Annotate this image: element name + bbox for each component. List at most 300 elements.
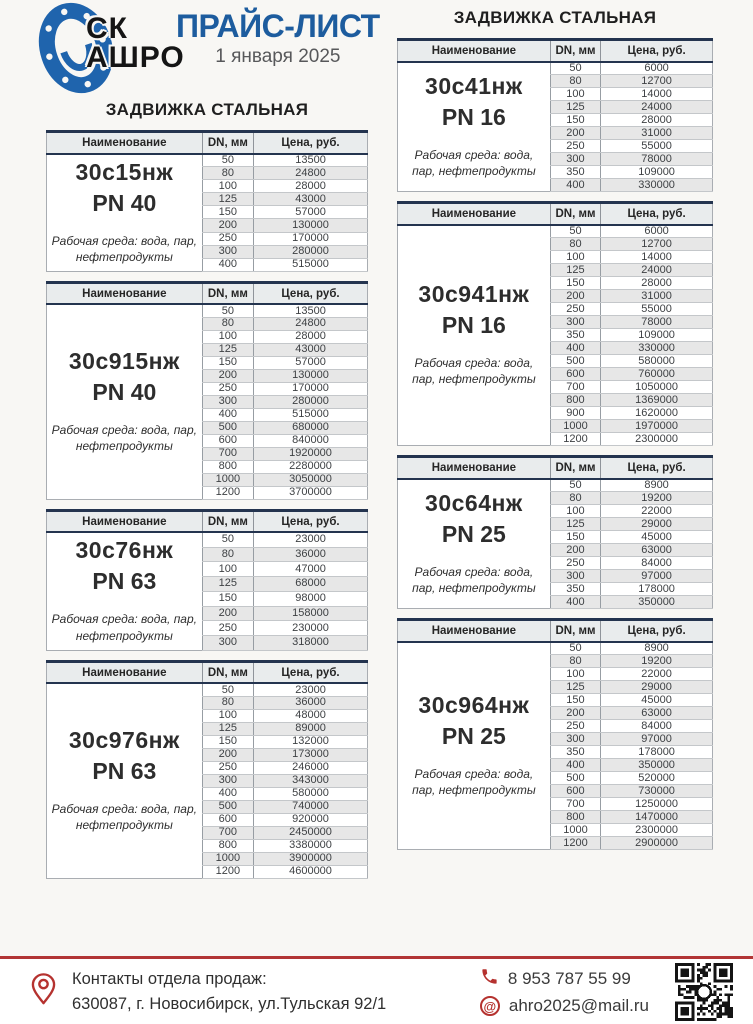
- dn-value: 200: [550, 707, 600, 720]
- at-icon: @: [480, 996, 500, 1016]
- logo-line2: АШРО: [86, 41, 185, 75]
- dn-value: 250: [550, 303, 600, 316]
- product-pn: PN 63: [92, 757, 157, 784]
- price-value: 740000: [254, 800, 368, 813]
- price-value: 170000: [254, 232, 368, 245]
- product-pn: PN 63: [92, 568, 157, 595]
- dn-value: 50: [202, 683, 253, 696]
- dn-value: 100: [550, 88, 600, 101]
- product-media: Рабочая среда: вода, пар, нефтепродукты: [51, 801, 197, 832]
- dn-value: 80: [550, 492, 600, 505]
- price-value: 280000: [254, 395, 368, 408]
- price-table: [46, 281, 368, 500]
- price-value: 98000: [254, 591, 368, 606]
- dn-value: 80: [202, 317, 253, 330]
- product-media: Рабочая среда: вода, пар, нефтепродукты: [51, 612, 197, 643]
- dn-value: 250: [202, 761, 253, 774]
- dn-value: 300: [202, 395, 253, 408]
- dn-value: 700: [202, 447, 253, 460]
- footer-contacts: [0, 956, 753, 1024]
- dn-value: 100: [202, 330, 253, 343]
- price-column-header: Цена, руб.: [601, 40, 713, 62]
- price-value: 63000: [601, 544, 713, 557]
- price-column-header: Цена, руб.: [254, 510, 368, 532]
- product-name: 30с941нж: [418, 281, 530, 308]
- table-header: [47, 510, 368, 532]
- price-value: 29000: [601, 518, 713, 531]
- price-value: 23000: [254, 532, 368, 547]
- title-block: [176, 0, 380, 68]
- dn-value: 125: [550, 101, 600, 114]
- price-value: 45000: [601, 531, 713, 544]
- table-30s941nzh-pn16: [397, 201, 713, 446]
- name-column-header: Наименование: [398, 203, 551, 225]
- table-body: [398, 62, 713, 192]
- dn-value: 600: [550, 785, 600, 798]
- price-value: 178000: [601, 746, 713, 759]
- dn-value: 50: [202, 154, 253, 167]
- table-header-row: [398, 40, 713, 62]
- dn-value: 150: [550, 531, 600, 544]
- dn-value: 400: [202, 258, 253, 271]
- price-value: 84000: [601, 720, 713, 733]
- price-value: 680000: [254, 421, 368, 434]
- dn-value: 150: [202, 591, 253, 606]
- table-header-row: [398, 457, 713, 479]
- table-header: [47, 132, 368, 154]
- price-column-header: Цена, руб.: [254, 282, 368, 304]
- dn-value: 800: [550, 394, 600, 407]
- price-value: 158000: [254, 606, 368, 621]
- dn-column-header: DN, мм: [550, 620, 600, 642]
- dn-value: 250: [202, 382, 253, 395]
- price-row: [398, 225, 713, 238]
- price-value: 580000: [601, 355, 713, 368]
- dn-value: 100: [550, 505, 600, 518]
- name-column-header: Наименование: [47, 132, 203, 154]
- price-value: 28000: [601, 277, 713, 290]
- product-name: 30с76нж: [75, 537, 174, 564]
- price-value: 132000: [254, 735, 368, 748]
- dn-value: 200: [550, 544, 600, 557]
- price-table: [397, 618, 713, 850]
- price-value: 840000: [254, 434, 368, 447]
- price-value: 24000: [601, 101, 713, 114]
- dn-value: 50: [202, 532, 253, 547]
- table-header: [398, 457, 713, 479]
- product-pn: PN 25: [441, 520, 506, 547]
- price-value: 45000: [601, 694, 713, 707]
- price-value: 2900000: [601, 837, 713, 850]
- price-value: 19200: [601, 655, 713, 668]
- dn-value: 800: [550, 811, 600, 824]
- dn-value: 400: [550, 596, 600, 609]
- dn-value: 800: [202, 839, 253, 852]
- product-info: [47, 532, 203, 650]
- document-header: [24, 0, 380, 94]
- price-value: 1250000: [601, 798, 713, 811]
- logo-text: [86, 14, 185, 73]
- location-pin-icon: [30, 972, 57, 1011]
- dn-value: 300: [202, 636, 253, 651]
- price-value: 520000: [601, 772, 713, 785]
- price-value: 8900: [601, 479, 713, 492]
- price-value: 24000: [601, 264, 713, 277]
- name-column-header: Наименование: [47, 282, 203, 304]
- price-value: 29000: [601, 681, 713, 694]
- price-value: 68000: [254, 577, 368, 592]
- email-address: ahro2025@mail.ru: [508, 996, 649, 1015]
- qr-code: [675, 963, 733, 1021]
- price-column-header: Цена, руб.: [254, 661, 368, 683]
- price-value: 48000: [254, 709, 368, 722]
- price-value: 1920000: [254, 447, 368, 460]
- table-header: [47, 661, 368, 683]
- dn-value: 125: [202, 343, 253, 356]
- price-row: [47, 154, 368, 167]
- dn-value: 50: [550, 225, 600, 238]
- dn-value: 200: [202, 369, 253, 382]
- contacts-address: 630087, г. Новосибирск, ул.Тульская 92/1: [72, 994, 387, 1013]
- dn-value: 1000: [202, 852, 253, 865]
- price-row: [398, 479, 713, 492]
- product-media: Рабочая среда: вода, пар, нефтепродукты: [412, 564, 536, 595]
- price-value: 89000: [254, 722, 368, 735]
- dn-value: 300: [550, 316, 600, 329]
- product-info: [398, 62, 551, 192]
- price-value: 78000: [601, 316, 713, 329]
- price-value: 3050000: [254, 473, 368, 486]
- product-info: [47, 154, 203, 272]
- dn-value: 100: [202, 562, 253, 577]
- table-header-row: [47, 132, 368, 154]
- product-name: 30с915нж: [68, 347, 180, 374]
- price-table: [46, 130, 368, 272]
- price-value: 14000: [601, 251, 713, 264]
- dn-value: 400: [550, 179, 600, 192]
- dn-value: 200: [550, 127, 600, 140]
- table-header: [398, 620, 713, 642]
- left-column: [46, 0, 380, 888]
- product-media: Рабочая среда: вода, пар, нефтепродукты: [412, 356, 536, 387]
- left-section-heading: ЗАДВИЖКА СТАЛЬНАЯ: [105, 100, 309, 119]
- price-value: 3900000: [254, 852, 368, 865]
- dn-value: 1000: [550, 824, 600, 837]
- price-value: 580000: [254, 787, 368, 800]
- page-title: ПРАЙС-ЛИСТ: [176, 8, 380, 44]
- price-value: 22000: [601, 668, 713, 681]
- price-value: 36000: [254, 696, 368, 709]
- table-body: [398, 642, 713, 850]
- price-value: 2280000: [254, 460, 368, 473]
- price-value: 246000: [254, 761, 368, 774]
- table-body: [47, 532, 368, 650]
- product-media: Рабочая среда: вода, пар, нефтепродукты: [412, 147, 536, 178]
- price-row: [398, 642, 713, 655]
- price-value: 318000: [254, 636, 368, 651]
- table-header-row: [47, 282, 368, 304]
- table-30s964nzh-pn25: [397, 618, 713, 850]
- price-value: 920000: [254, 813, 368, 826]
- dn-value: 1200: [550, 433, 600, 446]
- price-value: 515000: [254, 408, 368, 421]
- dn-value: 350: [550, 583, 600, 596]
- dn-value: 250: [202, 621, 253, 636]
- dn-value: 80: [202, 167, 253, 180]
- dn-value: 80: [550, 75, 600, 88]
- price-row: [47, 532, 368, 547]
- price-value: 6000: [601, 62, 713, 75]
- price-value: 14000: [601, 88, 713, 101]
- dn-value: 300: [202, 245, 253, 258]
- dn-value: 50: [550, 642, 600, 655]
- dn-column-header: DN, мм: [550, 40, 600, 62]
- price-value: 47000: [254, 562, 368, 577]
- price-table: [397, 38, 713, 192]
- price-value: 78000: [601, 153, 713, 166]
- price-value: 330000: [601, 179, 713, 192]
- dn-value: 150: [550, 277, 600, 290]
- product-name: 30с964нж: [418, 691, 530, 718]
- price-value: 8900: [601, 642, 713, 655]
- price-value: 97000: [601, 733, 713, 746]
- product-media: Рабочая среда: вода, пар, нефтепродукты: [412, 766, 536, 797]
- name-column-header: Наименование: [398, 620, 551, 642]
- dn-value: 500: [550, 355, 600, 368]
- dn-value: 700: [550, 381, 600, 394]
- dn-value: 300: [550, 153, 600, 166]
- dn-value: 200: [202, 748, 253, 761]
- price-value: 730000: [601, 785, 713, 798]
- price-value: 23000: [254, 683, 368, 696]
- dn-value: 1000: [550, 420, 600, 433]
- price-value: 24800: [254, 317, 368, 330]
- price-value: 760000: [601, 368, 713, 381]
- price-value: 4600000: [254, 865, 368, 878]
- dn-column-header: DN, мм: [202, 510, 253, 532]
- table-30s15nzh-pn40: [46, 130, 368, 272]
- product-info: [398, 225, 551, 446]
- name-column-header: Наименование: [398, 457, 551, 479]
- dn-value: 200: [202, 219, 253, 232]
- table-header-row: [398, 203, 713, 225]
- dn-value: 350: [550, 166, 600, 179]
- product-media: Рабочая среда: вода, пар, нефтепродукты: [51, 422, 197, 454]
- dn-column-header: DN, мм: [202, 282, 253, 304]
- product-info: [47, 304, 203, 499]
- dn-value: 80: [202, 696, 253, 709]
- price-table: [46, 509, 368, 651]
- price-value: 109000: [601, 329, 713, 342]
- logo-line1: СК: [86, 12, 128, 45]
- table-header: [398, 40, 713, 62]
- price-value: 1970000: [601, 420, 713, 433]
- dn-value: 900: [550, 407, 600, 420]
- price-value: 6000: [601, 225, 713, 238]
- dn-value: 300: [202, 774, 253, 787]
- dn-value: 1200: [202, 486, 253, 499]
- contact-address-block: [30, 967, 480, 1017]
- product-pn: PN 40: [92, 189, 157, 216]
- price-value: 170000: [254, 382, 368, 395]
- price-value: 515000: [254, 258, 368, 271]
- contact-phone-block: [480, 967, 649, 1016]
- price-value: 13500: [254, 304, 368, 317]
- product-pn: PN 16: [441, 103, 506, 130]
- price-value: 330000: [601, 342, 713, 355]
- price-value: 13500: [254, 154, 368, 167]
- price-value: 28000: [254, 330, 368, 343]
- dn-value: 200: [550, 290, 600, 303]
- dn-value: 400: [550, 342, 600, 355]
- phone-icon: [480, 967, 499, 991]
- dn-value: 80: [550, 238, 600, 251]
- price-value: 109000: [601, 166, 713, 179]
- dn-value: 1200: [550, 837, 600, 850]
- price-value: 12700: [601, 238, 713, 251]
- dn-value: 150: [202, 206, 253, 219]
- dn-value: 80: [550, 655, 600, 668]
- table-30s76nzh-pn63: [46, 509, 368, 651]
- price-value: 97000: [601, 570, 713, 583]
- dn-value: 100: [550, 668, 600, 681]
- price-row: [47, 304, 368, 317]
- price-value: 63000: [601, 707, 713, 720]
- dn-value: 350: [550, 329, 600, 342]
- price-value: 55000: [601, 140, 713, 153]
- dn-value: 400: [202, 787, 253, 800]
- product-media: Рабочая среда: вода, пар, нефтепродукты: [51, 233, 197, 264]
- table-30s41nzh-pn16: [397, 38, 713, 192]
- product-name: 30с15нж: [75, 158, 174, 185]
- price-value: 1369000: [601, 394, 713, 407]
- price-value: 178000: [601, 583, 713, 596]
- price-value: 84000: [601, 557, 713, 570]
- price-row: [398, 62, 713, 75]
- price-row: [47, 683, 368, 696]
- product-pn: PN 16: [441, 312, 506, 339]
- dn-value: 500: [202, 800, 253, 813]
- right-column: [397, 0, 713, 888]
- table-header-row: [47, 510, 368, 532]
- right-section-heading: ЗАДВИЖКА СТАЛЬНАЯ: [453, 8, 657, 27]
- price-value: 28000: [601, 114, 713, 127]
- dn-value: 50: [202, 304, 253, 317]
- price-value: 19200: [601, 492, 713, 505]
- dn-value: 250: [202, 232, 253, 245]
- dn-value: 300: [550, 733, 600, 746]
- name-column-header: Наименование: [398, 40, 551, 62]
- price-value: 3380000: [254, 839, 368, 852]
- name-column-header: Наименование: [47, 510, 203, 532]
- product-info: [47, 683, 203, 878]
- price-value: 343000: [254, 774, 368, 787]
- dn-value: 600: [202, 813, 253, 826]
- table-body: [47, 683, 368, 878]
- dn-value: 400: [202, 408, 253, 421]
- price-value: 43000: [254, 193, 368, 206]
- name-column-header: Наименование: [47, 661, 203, 683]
- price-value: 22000: [601, 505, 713, 518]
- dn-value: 125: [202, 577, 253, 592]
- price-column-header: Цена, руб.: [254, 132, 368, 154]
- dn-value: 700: [202, 826, 253, 839]
- dn-value: 600: [202, 434, 253, 447]
- price-value: 2300000: [601, 433, 713, 446]
- table-body: [47, 304, 368, 499]
- price-value: 31000: [601, 290, 713, 303]
- price-value: 43000: [254, 343, 368, 356]
- dn-value: 250: [550, 720, 600, 733]
- price-value: 130000: [254, 219, 368, 232]
- dn-value: 125: [550, 518, 600, 531]
- dn-value: 125: [550, 681, 600, 694]
- table-header-row: [47, 661, 368, 683]
- price-value: 1620000: [601, 407, 713, 420]
- price-table: [46, 660, 368, 879]
- dn-value: 80: [202, 547, 253, 562]
- phone-number: 8 953 787 55 99: [507, 969, 631, 988]
- price-value: 350000: [601, 759, 713, 772]
- price-column-header: Цена, руб.: [601, 457, 713, 479]
- dn-value: 150: [550, 694, 600, 707]
- table-30s976nzh-pn63: [46, 660, 368, 879]
- price-value: 1470000: [601, 811, 713, 824]
- price-value: 31000: [601, 127, 713, 140]
- price-value: 12700: [601, 75, 713, 88]
- price-value: 55000: [601, 303, 713, 316]
- price-value: 36000: [254, 547, 368, 562]
- dn-value: 500: [550, 772, 600, 785]
- contacts-label: Контакты отдела продаж:: [72, 969, 267, 988]
- table-header-row: [398, 620, 713, 642]
- dn-value: 1000: [202, 473, 253, 486]
- company-logo: [24, 0, 185, 92]
- dn-value: 1200: [202, 865, 253, 878]
- product-name: 30с64нж: [425, 489, 523, 516]
- table-header: [47, 282, 368, 304]
- dn-value: 700: [550, 798, 600, 811]
- price-value: 3700000: [254, 486, 368, 499]
- dn-value: 500: [202, 421, 253, 434]
- dn-value: 250: [550, 140, 600, 153]
- dn-value: 800: [202, 460, 253, 473]
- dn-column-header: DN, мм: [202, 661, 253, 683]
- price-value: 57000: [254, 356, 368, 369]
- dn-value: 300: [550, 570, 600, 583]
- table-30s64nzh-pn25: [397, 455, 713, 609]
- dn-value: 125: [202, 193, 253, 206]
- price-column-header: Цена, руб.: [601, 620, 713, 642]
- table-body: [47, 154, 368, 272]
- product-info: [398, 479, 551, 609]
- dn-column-header: DN, мм: [550, 203, 600, 225]
- price-value: 57000: [254, 206, 368, 219]
- product-name: 30с976нж: [68, 726, 180, 753]
- price-value: 130000: [254, 369, 368, 382]
- table-body: [398, 479, 713, 609]
- dn-value: 50: [550, 62, 600, 75]
- product-info: [398, 642, 551, 850]
- dn-value: 150: [202, 356, 253, 369]
- price-value: 24800: [254, 167, 368, 180]
- dn-column-header: DN, мм: [202, 132, 253, 154]
- table-header: [398, 203, 713, 225]
- price-value: 28000: [254, 180, 368, 193]
- dn-value: 150: [550, 114, 600, 127]
- dn-value: 400: [550, 759, 600, 772]
- price-date: 1 января 2025: [215, 46, 341, 67]
